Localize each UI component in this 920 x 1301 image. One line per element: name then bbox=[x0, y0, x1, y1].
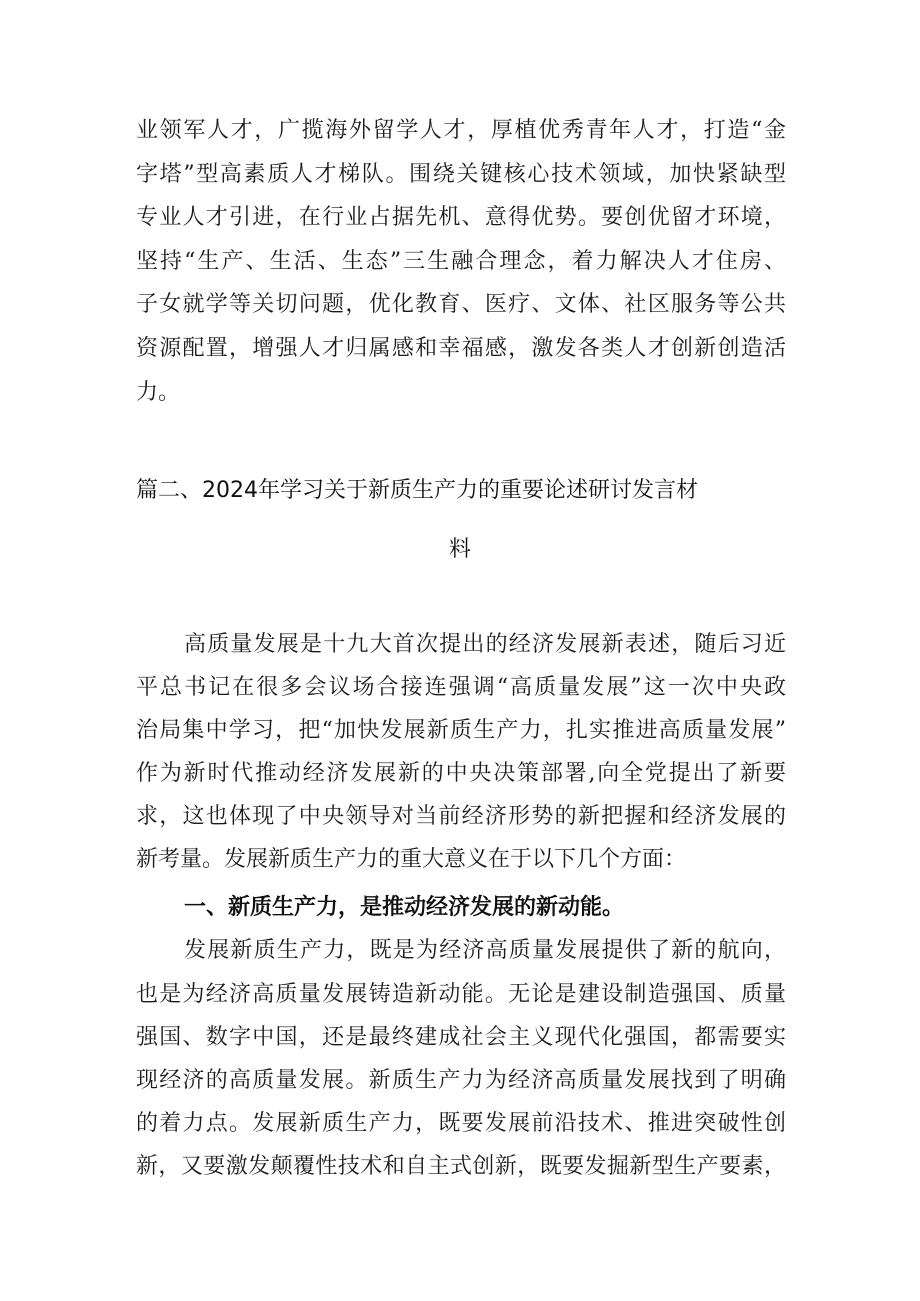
text-line: 力。 bbox=[136, 380, 181, 405]
text-line: 高质量发展是十九大首次提出的经济发展新表述，随后习近 bbox=[184, 632, 786, 657]
text-line: 子女就学等关切问题，优化教育、医疗、文体、社区服务等公共 bbox=[136, 292, 786, 317]
text-line: 坚持“生产、生活、生态”三生融合理念，着力解决人才住房、 bbox=[136, 249, 786, 274]
text-line: 强国、数字中国，还是最终建成社会主义现代化强国，都需要实 bbox=[136, 1025, 786, 1050]
section-title-line-1: 篇二、2024年学习关于新质生产力的重要论述研讨发言材 bbox=[136, 478, 698, 503]
text-line: 作为新时代推动经济发展新的中央决策部署,向全党提出了新要 bbox=[136, 761, 786, 786]
text-line: 平总书记在很多会议场合接连强调“高质量发展”这一次中央政 bbox=[136, 675, 786, 700]
text-line: 新，又要激发颠覆性技术和自主式创新，既要发掘新型生产要素， bbox=[136, 1154, 786, 1179]
text-line: 发展新质生产力，既是为经济高质量发展提供了新的航向， bbox=[184, 938, 786, 963]
text-line: 资源配置，增强人才归属感和幸福感，激发各类人才创新创造活 bbox=[136, 336, 786, 361]
text-line: 字塔”型高素质人才梯队。围绕关键核心技术领域，加快紧缺型 bbox=[136, 162, 786, 187]
point-heading: 一、新质生产力，是推动经济发展的新动能。 bbox=[184, 895, 625, 920]
text-line: 治局集中学习，把“加快发展新质生产力，扎实推进高质量发展” bbox=[136, 718, 786, 743]
text-line: 现经济的高质量发展。新质生产力为经济高质量发展找到了明确 bbox=[136, 1068, 786, 1093]
text-line: 求，这也体现了中央领导对当前经济形势的新把握和经济发展的 bbox=[136, 804, 786, 829]
text-line: 业领军人才，广揽海外留学人才，厚植优秀青年人才，打造“金 bbox=[136, 118, 786, 143]
text-line: 新考量。发展新质生产力的重大意义在于以下几个方面： bbox=[136, 847, 687, 872]
text-line: 的着力点。发展新质生产力，既要发展前沿技术、推进突破性创 bbox=[136, 1111, 786, 1136]
section-title-line-2: 料 bbox=[449, 537, 472, 562]
text-line: 也是为经济高质量发展铸造新动能。无论是建设制造强国、质量 bbox=[136, 982, 786, 1007]
text-line: 专业人才引进，在行业占据先机、意得优势。要创优留才环境， bbox=[136, 205, 786, 230]
